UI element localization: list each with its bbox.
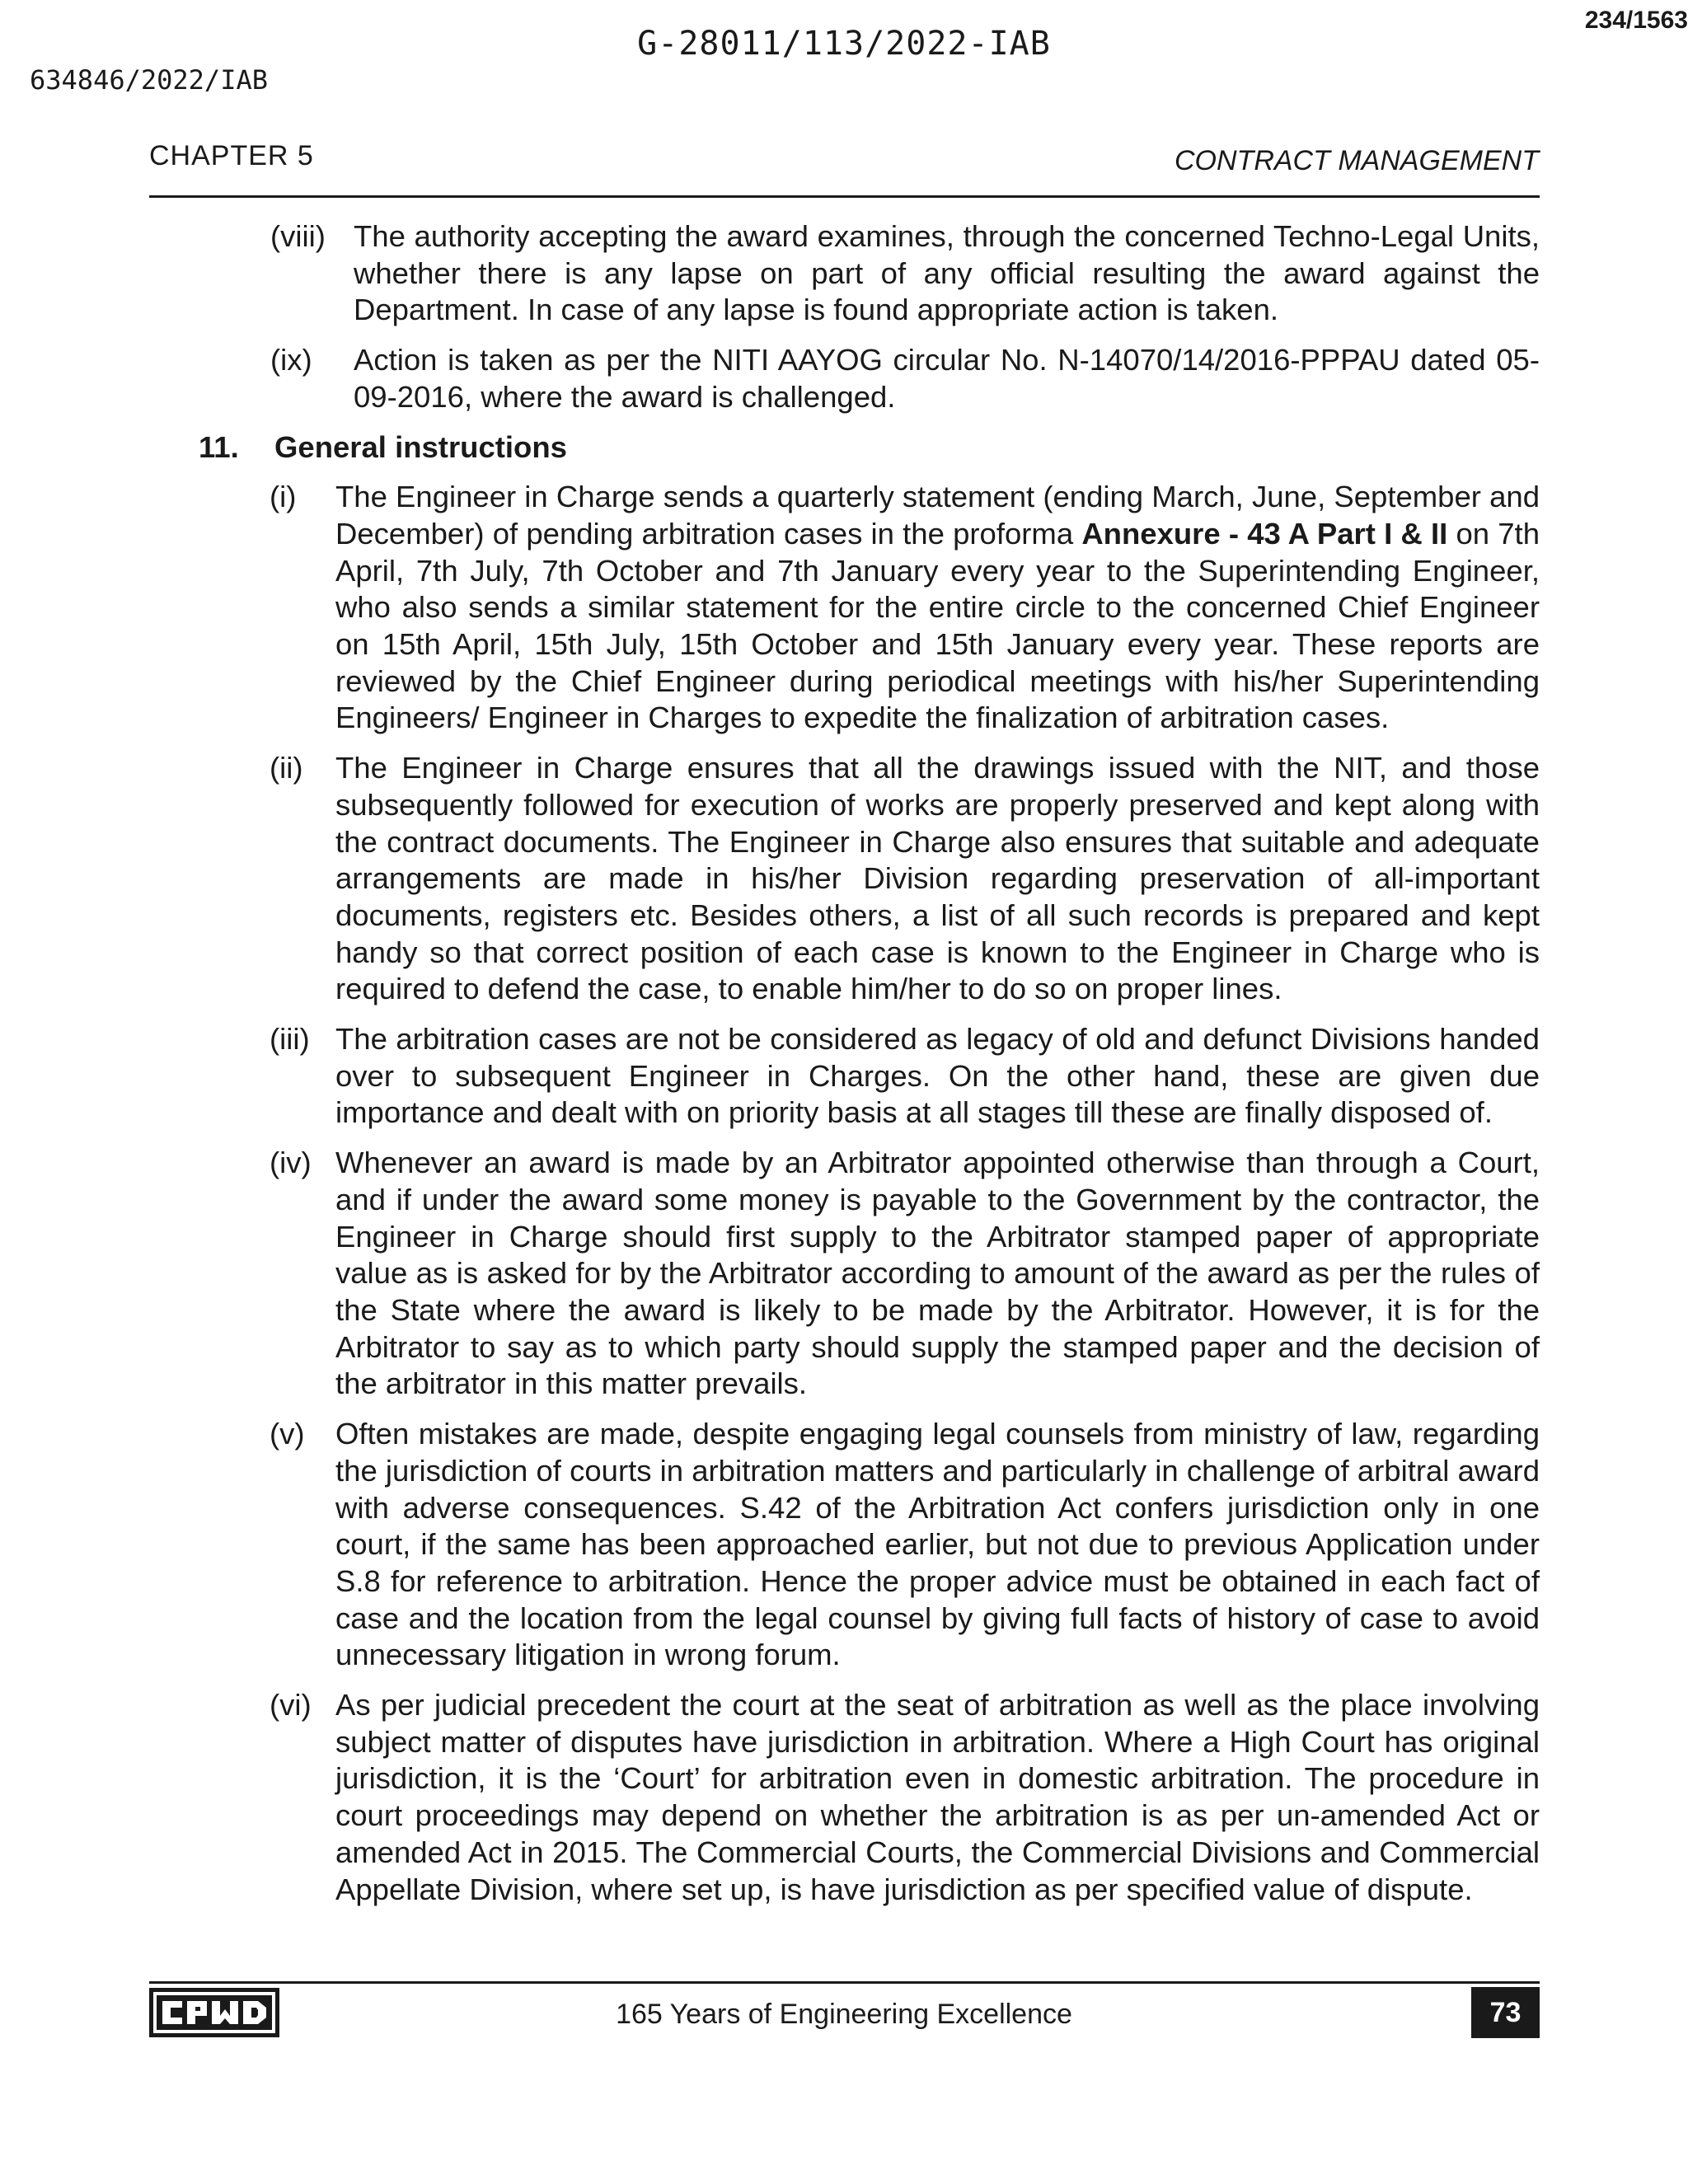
list-item-iii <box>149 1021 1540 1132</box>
list-item-i <box>149 479 1540 737</box>
list-item-viii <box>149 218 1540 329</box>
item-number: (vi) <box>270 1688 312 1722</box>
list-item-ii <box>149 750 1540 1008</box>
chapter-label: CHAPTER 5 <box>149 140 314 171</box>
section-number: 11. <box>199 429 239 464</box>
item-text: As per judicial precedent the court at the seat of arbitration as well as the place involving subject matter of disputes have jurisdiction in arbitration. Where a High Court has original jurisdiction, it is the ‘Court’ for arbitration even in domestic arbitration. The procedure in court proceedings may depend on whether the arbitration is as per un-amended Act or amended Act in 2015. The Commercial Courts, the Commercial Divisions and Commercial Appellate Division, where set up, is have jurisdiction as per specified value of dispute. <box>335 1688 1540 1906</box>
item-text: Action is taken as per the NITI AAYOG circular No. N-14070/14/2016-PPPAU dated 05-09-2016, where the award is challenged. <box>354 343 1540 414</box>
item-text-part: on 7th April, 7th July, 7th October and 7th January every year to the Superintending Engineer, who also sends a similar statement for the entire circle to the concerned Chief Engineer on 15th April, 15th July, 15th October and 15th January every year. These reports are reviewed by the Chief Engineer during periodical meetings with his/her Superintending Engineers/ Engineer in Charges to expedite the finalization of arbitration cases. <box>335 516 1540 735</box>
page-counter-stamp: 234/1563 <box>1584 7 1688 34</box>
section-heading-text: General instructions <box>274 429 567 464</box>
header-divider <box>149 195 1540 198</box>
list-item-vi <box>149 1687 1540 1908</box>
file-number-stamp: G-28011/113/2022-IAB <box>637 25 1051 63</box>
item-text: Often mistakes are made, despite engaging legal counsels from ministry of law, regarding the jurisdiction of courts in arbitration matters and particularly in challenge of arbitral award with adverse consequences. S.42 of the Arbitration Act confers jurisdiction only in one court, if the same has been approached earlier, but not due to previous Application under S.8 for reference to arbitration. Hence the proper advice must be obtained in each fact of case and the location from the legal counsel by giving full facts of history of case to avoid unnecessary litigation in wrong forum. <box>335 1417 1540 1672</box>
item-number: (v) <box>270 1417 305 1451</box>
item-text: The Engineer in Charge ensures that all the drawings issued with the NIT, and those subsequently followed for execution of works are properly preserved and kept along with the contract documents. The Engineer in Charge also ensures that suitable and adequate arrangements are made in his/her Division regarding preservation of all-important documents, registers etc. Besides others, a list of all such records is prepared and kept handy so that correct position of each case is known to the Engineer in Charge who is required to defend the case, to enable him/her to do so on proper lines. <box>335 751 1540 1006</box>
list-item-iv <box>149 1145 1540 1403</box>
item-text-part: The Engineer in Charge sends a quarterly statement (ending March, June, September and December) of pending arbitration cases in the proforma <box>335 480 1540 551</box>
item-number: (iv) <box>270 1146 312 1180</box>
list-item-ix <box>149 342 1540 415</box>
annexure-reference: Annexure - 43 A Part I & II <box>1081 516 1448 551</box>
item-number: (iii) <box>270 1022 310 1057</box>
item-text: The arbitration cases are not be considered as legacy of old and defunct Divisions handed over to subsequent Engineer in Charges. On the other hand, these are given due importance and dealt with on priority basis at all stages till these are finally disposed of. <box>335 1022 1540 1130</box>
list-item-v <box>149 1416 1540 1674</box>
item-number: (ix) <box>270 343 312 377</box>
item-number: (ii) <box>270 751 303 785</box>
footer-divider <box>149 1981 1540 1984</box>
section-title: CONTRACT MANAGEMENT <box>1175 145 1539 176</box>
page-body <box>149 218 1540 1921</box>
page-number: 73 <box>1471 1987 1540 2038</box>
receipt-number-stamp: 634846/2022/IAB <box>30 64 268 96</box>
item-number: (i) <box>270 480 297 514</box>
item-text <box>335 480 1540 734</box>
footer-tagline: 165 Years of Engineering Excellence <box>616 1999 1072 2030</box>
item-text: The authority accepting the award examines, through the concerned Techno-Legal Units, whether there is any lapse on part of any official resulting the award against the Department. In case of any lapse is found appropriate action is taken. <box>354 219 1540 327</box>
item-text: Whenever an award is made by an Arbitrator appointed otherwise than through a Court, and if under the award some money is payable to the Government by the contractor, the Engineer in Charge should first supply to the Arbitrator stamped paper of appropriate value as is asked for by the Arbitrator according to amount of the award as per the rules of the State where the award is likely to be made by the Arbitrator. However, it is for the Arbitrator to say as to which party should supply the stamped paper and the decision of the arbitrator in this matter prevails. <box>335 1146 1540 1401</box>
section-heading-11 <box>149 429 1540 466</box>
item-number: (viii) <box>270 219 326 253</box>
